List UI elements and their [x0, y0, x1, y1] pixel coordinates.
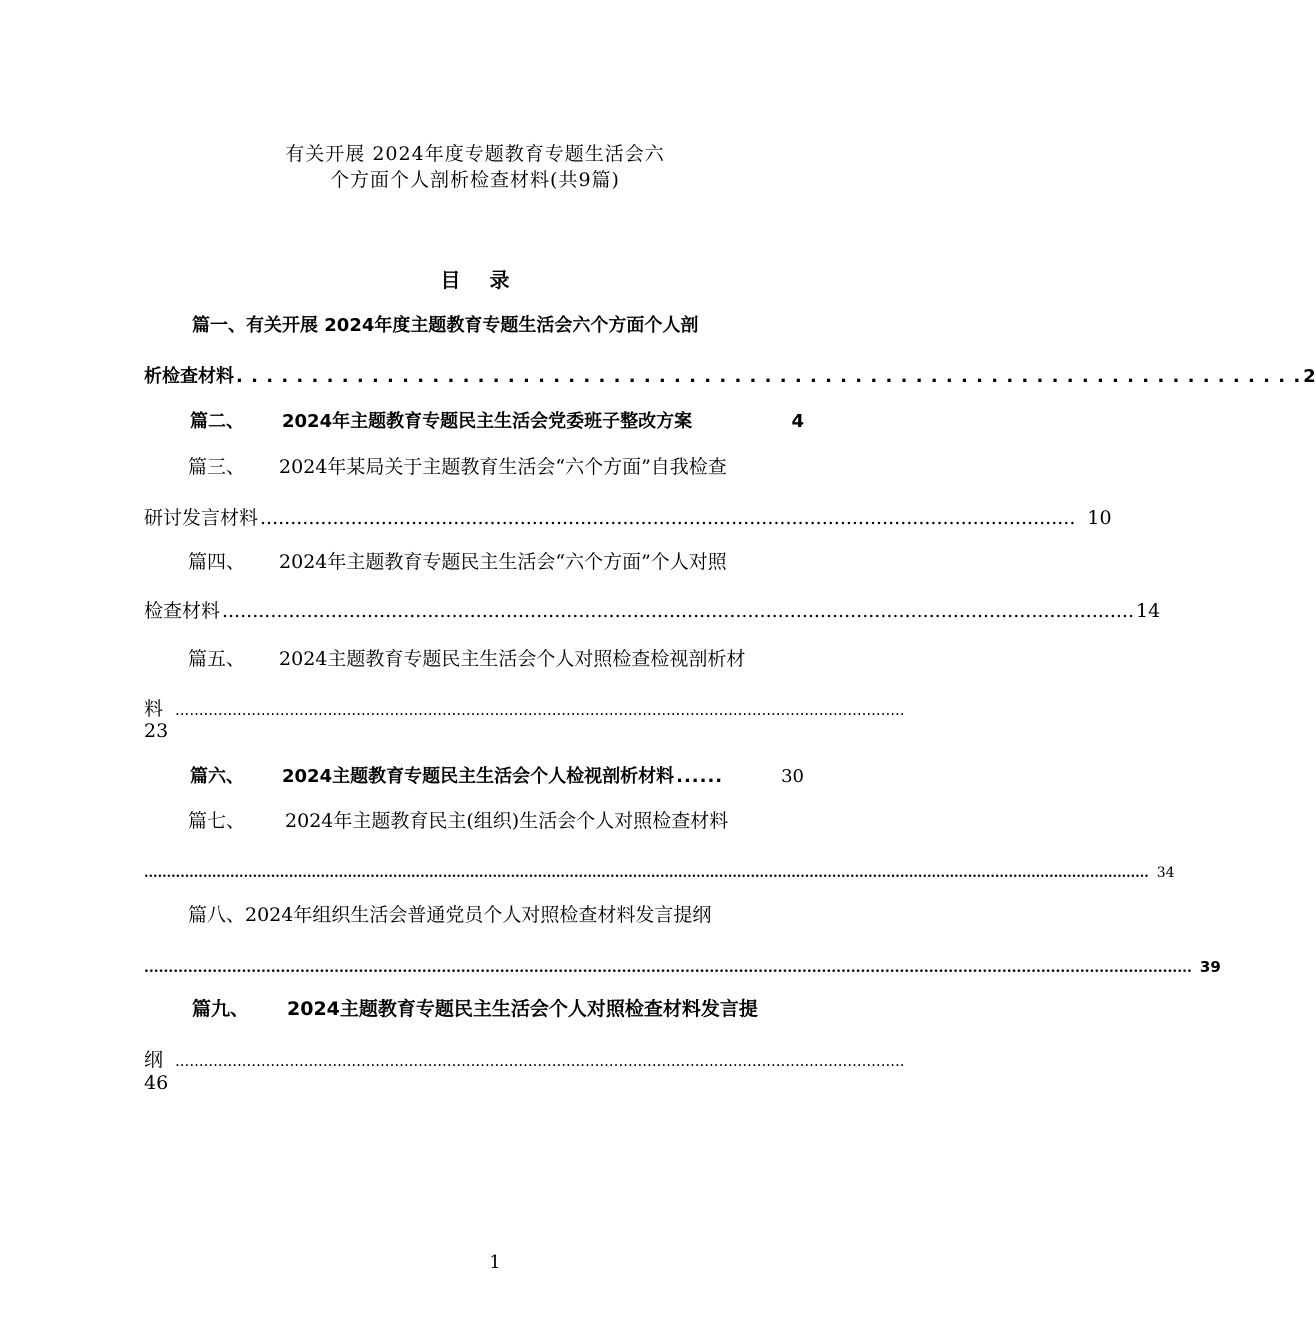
toc-entry-9-page: 46	[144, 1072, 169, 1094]
leader-dots: .......................................................................................................................................................	[222, 600, 1134, 622]
toc-entry-4-line-1[interactable]	[188, 549, 808, 575]
toc-entry-label: 研讨发言材料	[144, 507, 259, 529]
toc-entry-label: 2024年主题教育专题民主生活会“六个方面”个人对照	[279, 551, 727, 573]
document-title	[60, 141, 890, 193]
page-number: 1	[489, 1252, 501, 1273]
toc-entry-label: 2024主题教育专题民主生活会个人对照检查检视剖析材	[279, 648, 746, 670]
toc-page-number: 34	[1156, 865, 1175, 881]
toc-entry-label: 2024年某局关于主题教育生活会“六个方面”自我检查	[279, 456, 727, 478]
toc-entry-label: 检查材料	[144, 600, 221, 622]
toc-entry-prefix: 篇二、	[190, 411, 244, 432]
toc-entry-3-line-2[interactable]	[144, 505, 1112, 531]
toc-entry-8-line-1[interactable]: 篇八、2024年组织生活会普通党员个人对照检查材料发言提纲	[188, 904, 712, 926]
toc-entry-7-line-1[interactable]	[188, 808, 808, 834]
toc-page-number: 4	[791, 411, 804, 432]
toc-entry-1-line-1[interactable]: 篇一、有关开展 2024年度主题教育专题生活会六个方面个人剖	[192, 315, 699, 336]
toc-page-number: 2	[1303, 366, 1316, 387]
toc-entry-3-line-1[interactable]	[188, 454, 808, 480]
toc-entry-6[interactable]	[190, 764, 804, 790]
toc-entry-5-line-2[interactable]	[144, 696, 905, 723]
toc-entry-7-line-2[interactable]	[144, 860, 1175, 887]
toc-entry-label: 料	[144, 698, 164, 720]
toc-entry-label: 2024年主题教育民主(组织)生活会个人对照检查材料	[285, 810, 729, 832]
toc-page-number: 10	[1087, 507, 1112, 529]
toc-entry-prefix: 篇六、	[190, 766, 244, 787]
toc-heading: 目 录	[440, 268, 510, 292]
toc-entry-label: 纲	[144, 1049, 164, 1071]
toc-page-number: 14	[1136, 600, 1161, 622]
toc-page-number: 39	[1199, 958, 1221, 976]
toc-entry-prefix: 篇三、	[188, 456, 246, 478]
toc-entry-5-line-1[interactable]	[188, 646, 808, 672]
toc-entry-label: 2024主题教育专题民主生活会个人检视剖析材料	[282, 766, 675, 787]
toc-entry-label: 2024主题教育专题民主生活会个人对照检查材料发言提	[287, 998, 758, 1020]
leader-dots: .......................................................................................................................................................................................................................	[144, 960, 1192, 976]
leader-dots: .......................................................................................................................................	[260, 507, 1076, 529]
toc-entry-label: 2024年主题教育专题民主生活会党委班子整改方案	[282, 411, 693, 432]
leader-dots: ..............................................................................................................................................................................................................................	[144, 866, 1149, 881]
toc-entry-prefix: 篇五、	[188, 648, 246, 670]
leader-dots: ......	[676, 766, 724, 787]
leader-dots: .........................................................................................................................................................	[175, 701, 905, 719]
toc-entry-prefix: 篇九、	[192, 998, 250, 1020]
toc-entry-prefix: 篇七、	[188, 810, 246, 832]
toc-entry-9-line-2[interactable]	[144, 1047, 905, 1074]
toc-entry-9-line-1[interactable]	[192, 996, 812, 1022]
toc-entry-8-line-2[interactable]	[144, 954, 1221, 981]
toc-entry-2[interactable]	[190, 409, 804, 435]
toc-page-number: 30	[781, 766, 804, 787]
toc-entry-label: 析检查材料	[144, 366, 234, 387]
leader-dots: .........................................................................................................................................................	[175, 1052, 905, 1070]
title-line-1: 有关开展 2024年度专题教育专题生活会六	[285, 143, 665, 165]
toc-entry-4-line-2[interactable]	[144, 598, 1161, 624]
toc-entry-5-page: 23	[144, 720, 169, 742]
leader-dots: . . . . . . . . . . . . . . . . . . . . . . . . . . . . . . . . . . . . . . . . . . . . . . . . . . . . . . . . . . . . . . . . . . . . . . .	[236, 366, 1302, 387]
toc-entry-1-line-2[interactable]	[144, 364, 1316, 390]
toc-entry-prefix: 篇四、	[188, 551, 246, 573]
title-line-2: 个方面个人剖析检查材料(共9篇)	[330, 169, 620, 191]
